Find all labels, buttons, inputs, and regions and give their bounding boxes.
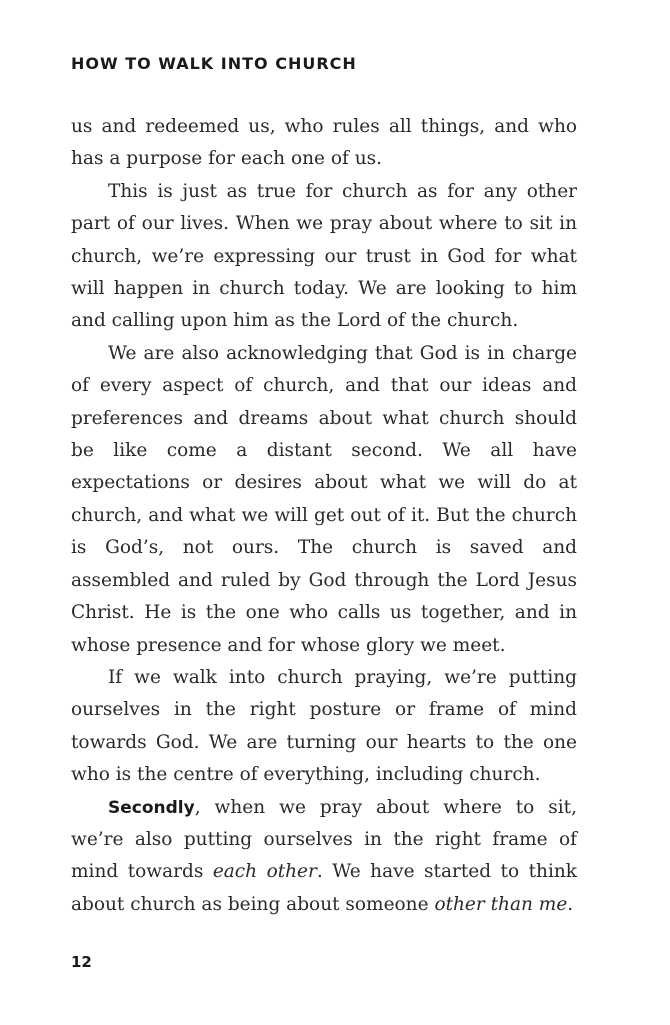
emphasis: other than me (434, 893, 568, 915)
running-head: HOW TO WALK INTO CHURCH (71, 54, 357, 73)
body-text (71, 111, 577, 921)
paragraph-secondly (71, 792, 577, 922)
lead-in-bold: Secondly (108, 797, 195, 818)
paragraph-continued: us and redeemed us, who rules all things, and who has a purpose for each one of us. (71, 116, 577, 170)
paragraph: This is just as true for church as for any other part of our lives. When we pray about where to sit in church, we’re expressing our trust in God for what will happen in church today. We are looking to him and calling upon him as the Lord of the church. (71, 180, 577, 332)
text-run: , when we pray about where to sit, we’re also putting ourselves in the right frame of mind towards (71, 796, 577, 883)
paragraph: We are also acknowledging that God is in charge of every aspect of church, and that our ideas and preferences and dreams about what church should be like come a distant second. We all have expectations or desires about what we will do at church, and what we will get out of it. But the church is God’s, not ours. The church is saved and assembled and ruled by God through the Lord Jesus Christ. He is the one who calls us together, and in whose presence and for whose glory we meet. (71, 342, 577, 656)
text-run: . We have started to think about church as being about someone (71, 861, 577, 915)
emphasis: each other (212, 861, 317, 883)
text-run: . (567, 893, 574, 915)
page-number: 12 (71, 953, 92, 971)
paragraph: If we walk into church praying, we’re putting ourselves in the right posture or frame of mind towards God. We are turning our hearts to the one who is the centre of everything, including church. (71, 666, 577, 786)
